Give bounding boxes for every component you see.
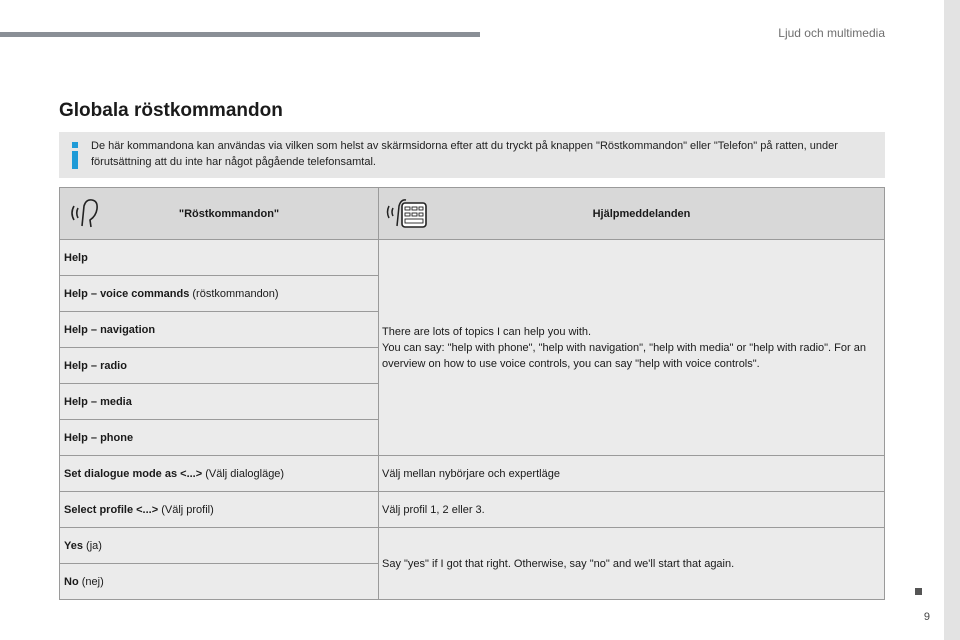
voice-commands-table: [59, 187, 885, 600]
command-cell: No (nej): [60, 564, 379, 600]
table-row: [60, 240, 885, 276]
info-box: [59, 132, 885, 178]
command-cell: Help – media: [60, 384, 379, 420]
page-edge-strip: [944, 0, 960, 640]
command-cell: Help – voice commands (röstkommandon): [60, 276, 379, 312]
response-cell: Välj mellan nybörjare och expertläge: [379, 456, 885, 492]
command-cell: Select profile <...> (Välj profil): [60, 492, 379, 528]
response-cell: Say "yes" if I got that right. Otherwise, say "no" and we'll start that again.: [379, 528, 885, 600]
command-cell: Yes (ja): [60, 528, 379, 564]
help-response-line2: You can say: "help with phone", "help with navigation", "help with media" or "help with radio". For an overview on how to use voice controls, you can say "help with voice controls".: [382, 341, 866, 370]
section-name: Ljud och multimedia: [778, 26, 885, 40]
header-label-help: Hjälpmeddelanden: [592, 207, 691, 220]
info-text: De här kommandona kan användas via vilken som helst av skärmsidorna efter att du tryckt på knappen "Röstkommandon" eller "Telefon" på ratten, under förutsättning att du inte har något pågående telefonsamtal.: [91, 140, 838, 168]
command-cell: Help – radio: [60, 348, 379, 384]
header-rule: [0, 32, 480, 37]
command-cell: Set dialogue mode as <...> (Välj dialogläge): [60, 456, 379, 492]
header-help-messages: [379, 188, 885, 240]
header-voice-commands: [60, 188, 379, 240]
info-icon: [72, 142, 79, 169]
response-cell: Välj profil 1, 2 eller 3.: [379, 492, 885, 528]
table-row: [60, 528, 885, 564]
table-row: [60, 492, 885, 528]
help-response-cell: [379, 240, 885, 456]
voice-screen-icon: [385, 196, 431, 232]
page-end-marker: [915, 588, 922, 595]
header-label-commands: "Röstkommandon": [178, 207, 280, 220]
page-number: 9: [923, 611, 930, 623]
command-cell: Help – phone: [60, 420, 379, 456]
command-cell: Help: [60, 240, 379, 276]
table-row: [60, 456, 885, 492]
page-title: Globala röstkommandon: [59, 100, 283, 121]
command-cell: Help – navigation: [60, 312, 379, 348]
voice-command-icon: [66, 196, 102, 230]
help-response-line1: There are lots of topics I can help you with.: [382, 325, 592, 338]
